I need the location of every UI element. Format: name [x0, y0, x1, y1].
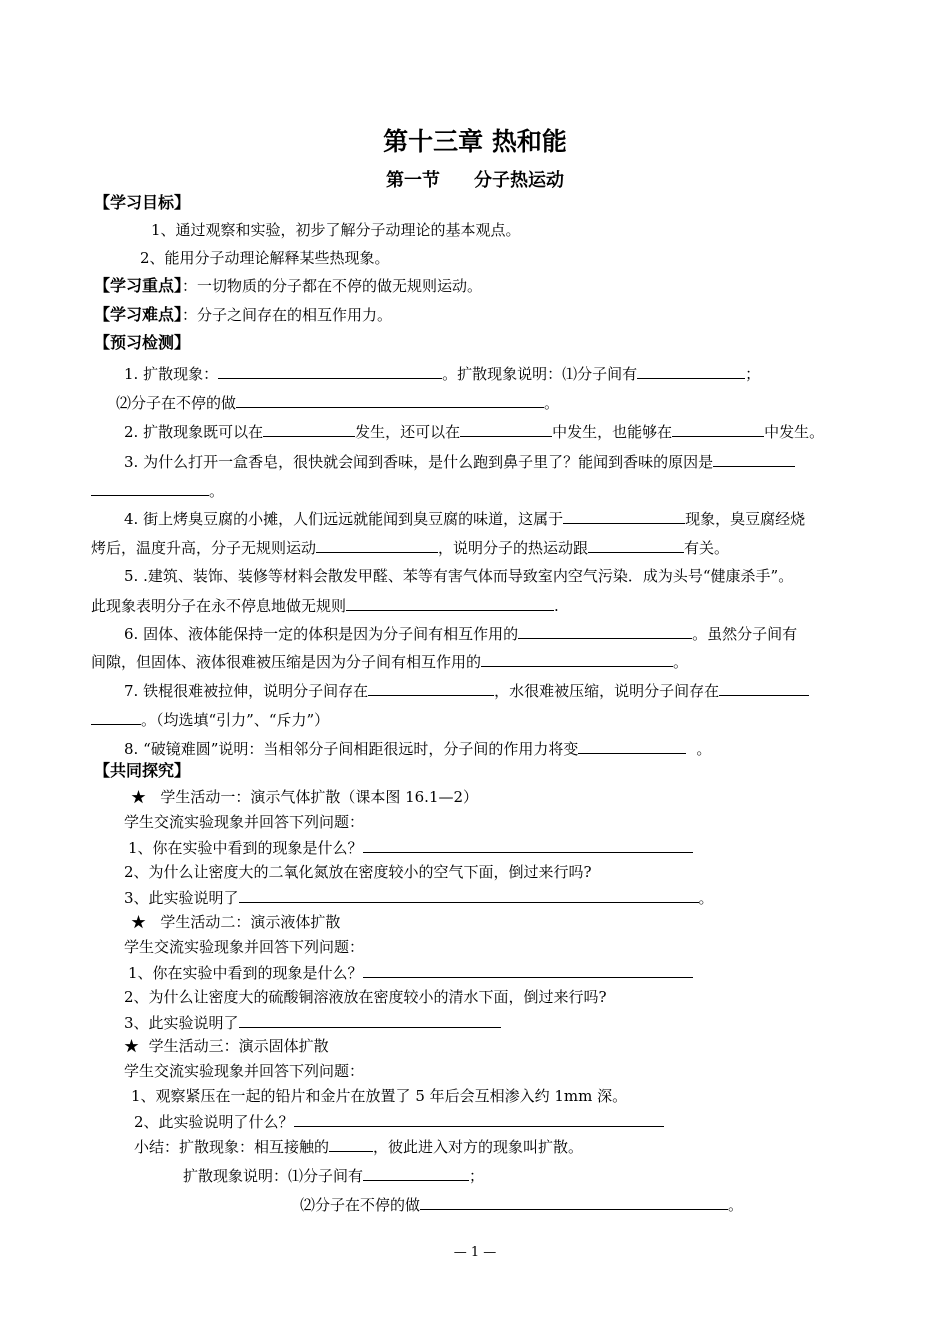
- answer-blank[interactable]: [218, 364, 442, 379]
- q1-text: ；: [745, 365, 761, 383]
- activity-2-q1: [128, 963, 693, 982]
- answer-blank[interactable]: [563, 509, 685, 524]
- q5-text: .: [554, 597, 559, 615]
- explore-heading: 【共同探究】: [94, 761, 191, 780]
- q2-text: 中发生。: [764, 423, 825, 441]
- q3-text: 3. 为什么打开一盒香皂，很快就会闻到香味，是什么跑到鼻子里了？能闻到香味的原因是: [124, 453, 714, 471]
- difficulty-heading: 【学习难点】: [94, 305, 183, 324]
- answer-blank[interactable]: [239, 888, 699, 903]
- q8-text: 8. “破镜难圆”说明：当相邻分子间相距很远时，分子间的作用力将变: [124, 740, 579, 758]
- question-3-cont: [91, 481, 224, 500]
- q1-text: 。扩散现象说明：⑴分子间有: [442, 365, 638, 383]
- q6-text: 间隙，但固体、液体很难被压缩是因为分子间有相互作用的: [91, 653, 482, 671]
- a1q1-text: 1、你在实验中看到的现象是什么？: [128, 839, 363, 857]
- activity-3-q1: 1、观察紧压在一起的铅片和金片在放置了 5 年后会互相渗入约 1mm 深。: [131, 1087, 628, 1105]
- q6-text: 。虽然分子间有: [692, 625, 798, 643]
- activity-3-label: 学生活动三：演示固体扩散: [148, 1037, 329, 1055]
- q2-text: 中发生，也能够在: [552, 423, 673, 441]
- answer-blank[interactable]: [578, 739, 686, 754]
- q6-text: 6. 固体、液体能保持一定的体积是因为分子间有相互作用的: [124, 625, 519, 643]
- summary-text: ⑵分子在不停的做: [300, 1196, 421, 1214]
- goals-heading: 【学习目标】: [94, 193, 191, 212]
- activity-3-q2: [134, 1112, 664, 1131]
- answer-blank[interactable]: [588, 538, 684, 553]
- activity-3-title: [124, 1037, 329, 1055]
- answer-blank[interactable]: [363, 838, 693, 853]
- answer-blank[interactable]: [460, 422, 552, 437]
- section-title: [0, 170, 950, 192]
- answer-blank[interactable]: [719, 681, 809, 696]
- section-name: 分子热运动: [474, 170, 564, 191]
- q3-text: 。: [209, 482, 225, 500]
- answer-blank[interactable]: [346, 596, 554, 611]
- answer-blank[interactable]: [518, 624, 692, 639]
- question-6: [124, 624, 797, 643]
- answer-blank[interactable]: [420, 1195, 728, 1210]
- summary-line-2: [183, 1166, 484, 1185]
- answer-blank[interactable]: [239, 1013, 501, 1028]
- question-5: 5. .建筑、装饰、装修等材料会散发甲醛、苯等有害气体而导致室内空气污染．成为头号“健康杀手”。: [124, 567, 794, 585]
- key-point-heading: 【学习重点】: [94, 276, 183, 295]
- answer-blank[interactable]: [637, 364, 745, 379]
- q8-text: 。: [696, 740, 712, 758]
- star-icon: ★: [124, 1037, 140, 1055]
- question-3: [124, 452, 795, 471]
- activity-1-label: 学生活动一：演示气体扩散（课本图 16.1—2）: [160, 788, 479, 806]
- q5-text: 此现象表明分子在永不停息地做无规则: [91, 597, 347, 615]
- q6-text: 。: [673, 653, 689, 671]
- answer-blank[interactable]: [236, 393, 544, 408]
- summary-text: 。: [728, 1196, 744, 1214]
- activity-1-q1: [128, 838, 693, 857]
- activity-1-q3: [124, 888, 714, 907]
- question-4: [124, 509, 805, 528]
- q7-text: ，水很难被压缩，说明分子间存在: [494, 682, 720, 700]
- preview-heading: 【预习检测】: [94, 333, 191, 352]
- page-number: — 1 —: [453, 1245, 497, 1260]
- activity-1-title: [131, 788, 478, 806]
- question-4-cont: [91, 538, 729, 557]
- question-6-cont: [91, 652, 688, 671]
- question-8: [124, 739, 711, 758]
- question-7: [124, 681, 809, 700]
- question-2: [124, 422, 824, 441]
- answer-blank[interactable]: [91, 481, 209, 496]
- chapter-title: 第十三章 热和能: [383, 127, 567, 156]
- q1-text: 。: [544, 394, 560, 412]
- activity-2-label: 学生活动二：演示液体扩散: [160, 913, 341, 931]
- q4-text: 现象，臭豆腐经烧: [685, 510, 806, 528]
- answer-blank[interactable]: [363, 1166, 469, 1181]
- q1-text: 1. 扩散现象：: [124, 365, 219, 383]
- answer-blank[interactable]: [263, 422, 355, 437]
- answer-blank[interactable]: [316, 538, 438, 553]
- a1q3-text: 3、此实验说明了: [124, 889, 239, 907]
- goal-item: 2、能用分子动理论解释某些热现象。: [140, 249, 390, 267]
- q2-text: 发生，还可以在: [355, 423, 461, 441]
- question-5-cont: [91, 596, 559, 615]
- answer-blank[interactable]: [481, 652, 673, 667]
- question-7-cont: [91, 710, 329, 729]
- q4-text: 烤后，温度升高，分子无规则运动: [91, 539, 317, 557]
- answer-blank[interactable]: [329, 1137, 373, 1152]
- key-point: [94, 277, 482, 295]
- a1q3-text: 。: [698, 889, 714, 907]
- q4-text: 4. 街上烤臭豆腐的小摊，人们远远就能闻到臭豆腐的味道，这属于: [124, 510, 564, 528]
- answer-blank[interactable]: [713, 452, 795, 467]
- goal-item: 1、通过观察和实验，初步了解分子动理论的基本观点。: [151, 221, 521, 239]
- summary-text: ，彼此进入对方的现象叫扩散。: [373, 1138, 584, 1156]
- q2-text: 2. 扩散现象既可以在: [124, 423, 264, 441]
- activity-2-q3: [124, 1013, 501, 1032]
- activity-2-q2: 2、为什么让密度大的硫酸铜溶液放在密度较小的清水下面，倒过来行吗?: [124, 988, 607, 1006]
- difficulty-text: ：分子之间存在的相互作用力。: [182, 306, 393, 324]
- summary-text: 小结：扩散现象：相互接触的: [134, 1138, 330, 1156]
- q4-text: ，说明分子的热运动跟: [438, 539, 589, 557]
- activity-intro: 学生交流实验现象并回答下列问题：: [124, 1062, 365, 1080]
- q4-text: 有关。: [684, 539, 730, 557]
- a2q3-text: 3、此实验说明了: [124, 1014, 239, 1032]
- q7-text: 。（均选填“引力”、“斥力”）: [141, 711, 330, 729]
- activity-1-q2: 2、为什么让密度大的二氧化氮放在密度较小的空气下面，倒过来行吗?: [124, 863, 592, 881]
- activity-intro: 学生交流实验现象并回答下列问题：: [124, 938, 365, 956]
- answer-blank[interactable]: [91, 710, 141, 725]
- question-1: [124, 364, 760, 383]
- summary-line-1: [134, 1137, 583, 1156]
- difficulty: [94, 306, 392, 324]
- question-1-cont: [116, 393, 559, 412]
- a3q2-text: 2、此实验说明了什么？: [134, 1113, 294, 1131]
- section-label: 第一节: [386, 170, 440, 191]
- summary-text: 扩散现象说明：⑴分子间有: [183, 1167, 364, 1185]
- star-icon: ★: [131, 788, 147, 806]
- answer-blank[interactable]: [368, 681, 494, 696]
- activity-2-title: [131, 913, 340, 931]
- answer-blank[interactable]: [672, 422, 764, 437]
- a2q1-text: 1、你在实验中看到的现象是什么？: [128, 964, 363, 982]
- activity-intro: 学生交流实验现象并回答下列问题：: [124, 813, 365, 831]
- answer-blank[interactable]: [294, 1112, 664, 1127]
- answer-blank[interactable]: [363, 963, 693, 978]
- key-point-text: ：一切物质的分子都在不停的做无规则运动。: [182, 277, 483, 295]
- q7-text: 7. 铁棍很难被拉伸，说明分子间存在: [124, 682, 369, 700]
- summary-text: ；: [469, 1167, 485, 1185]
- star-icon: ★: [131, 913, 147, 931]
- summary-line-3: [300, 1195, 743, 1214]
- q1-text: ⑵分子在不停的做: [116, 394, 237, 412]
